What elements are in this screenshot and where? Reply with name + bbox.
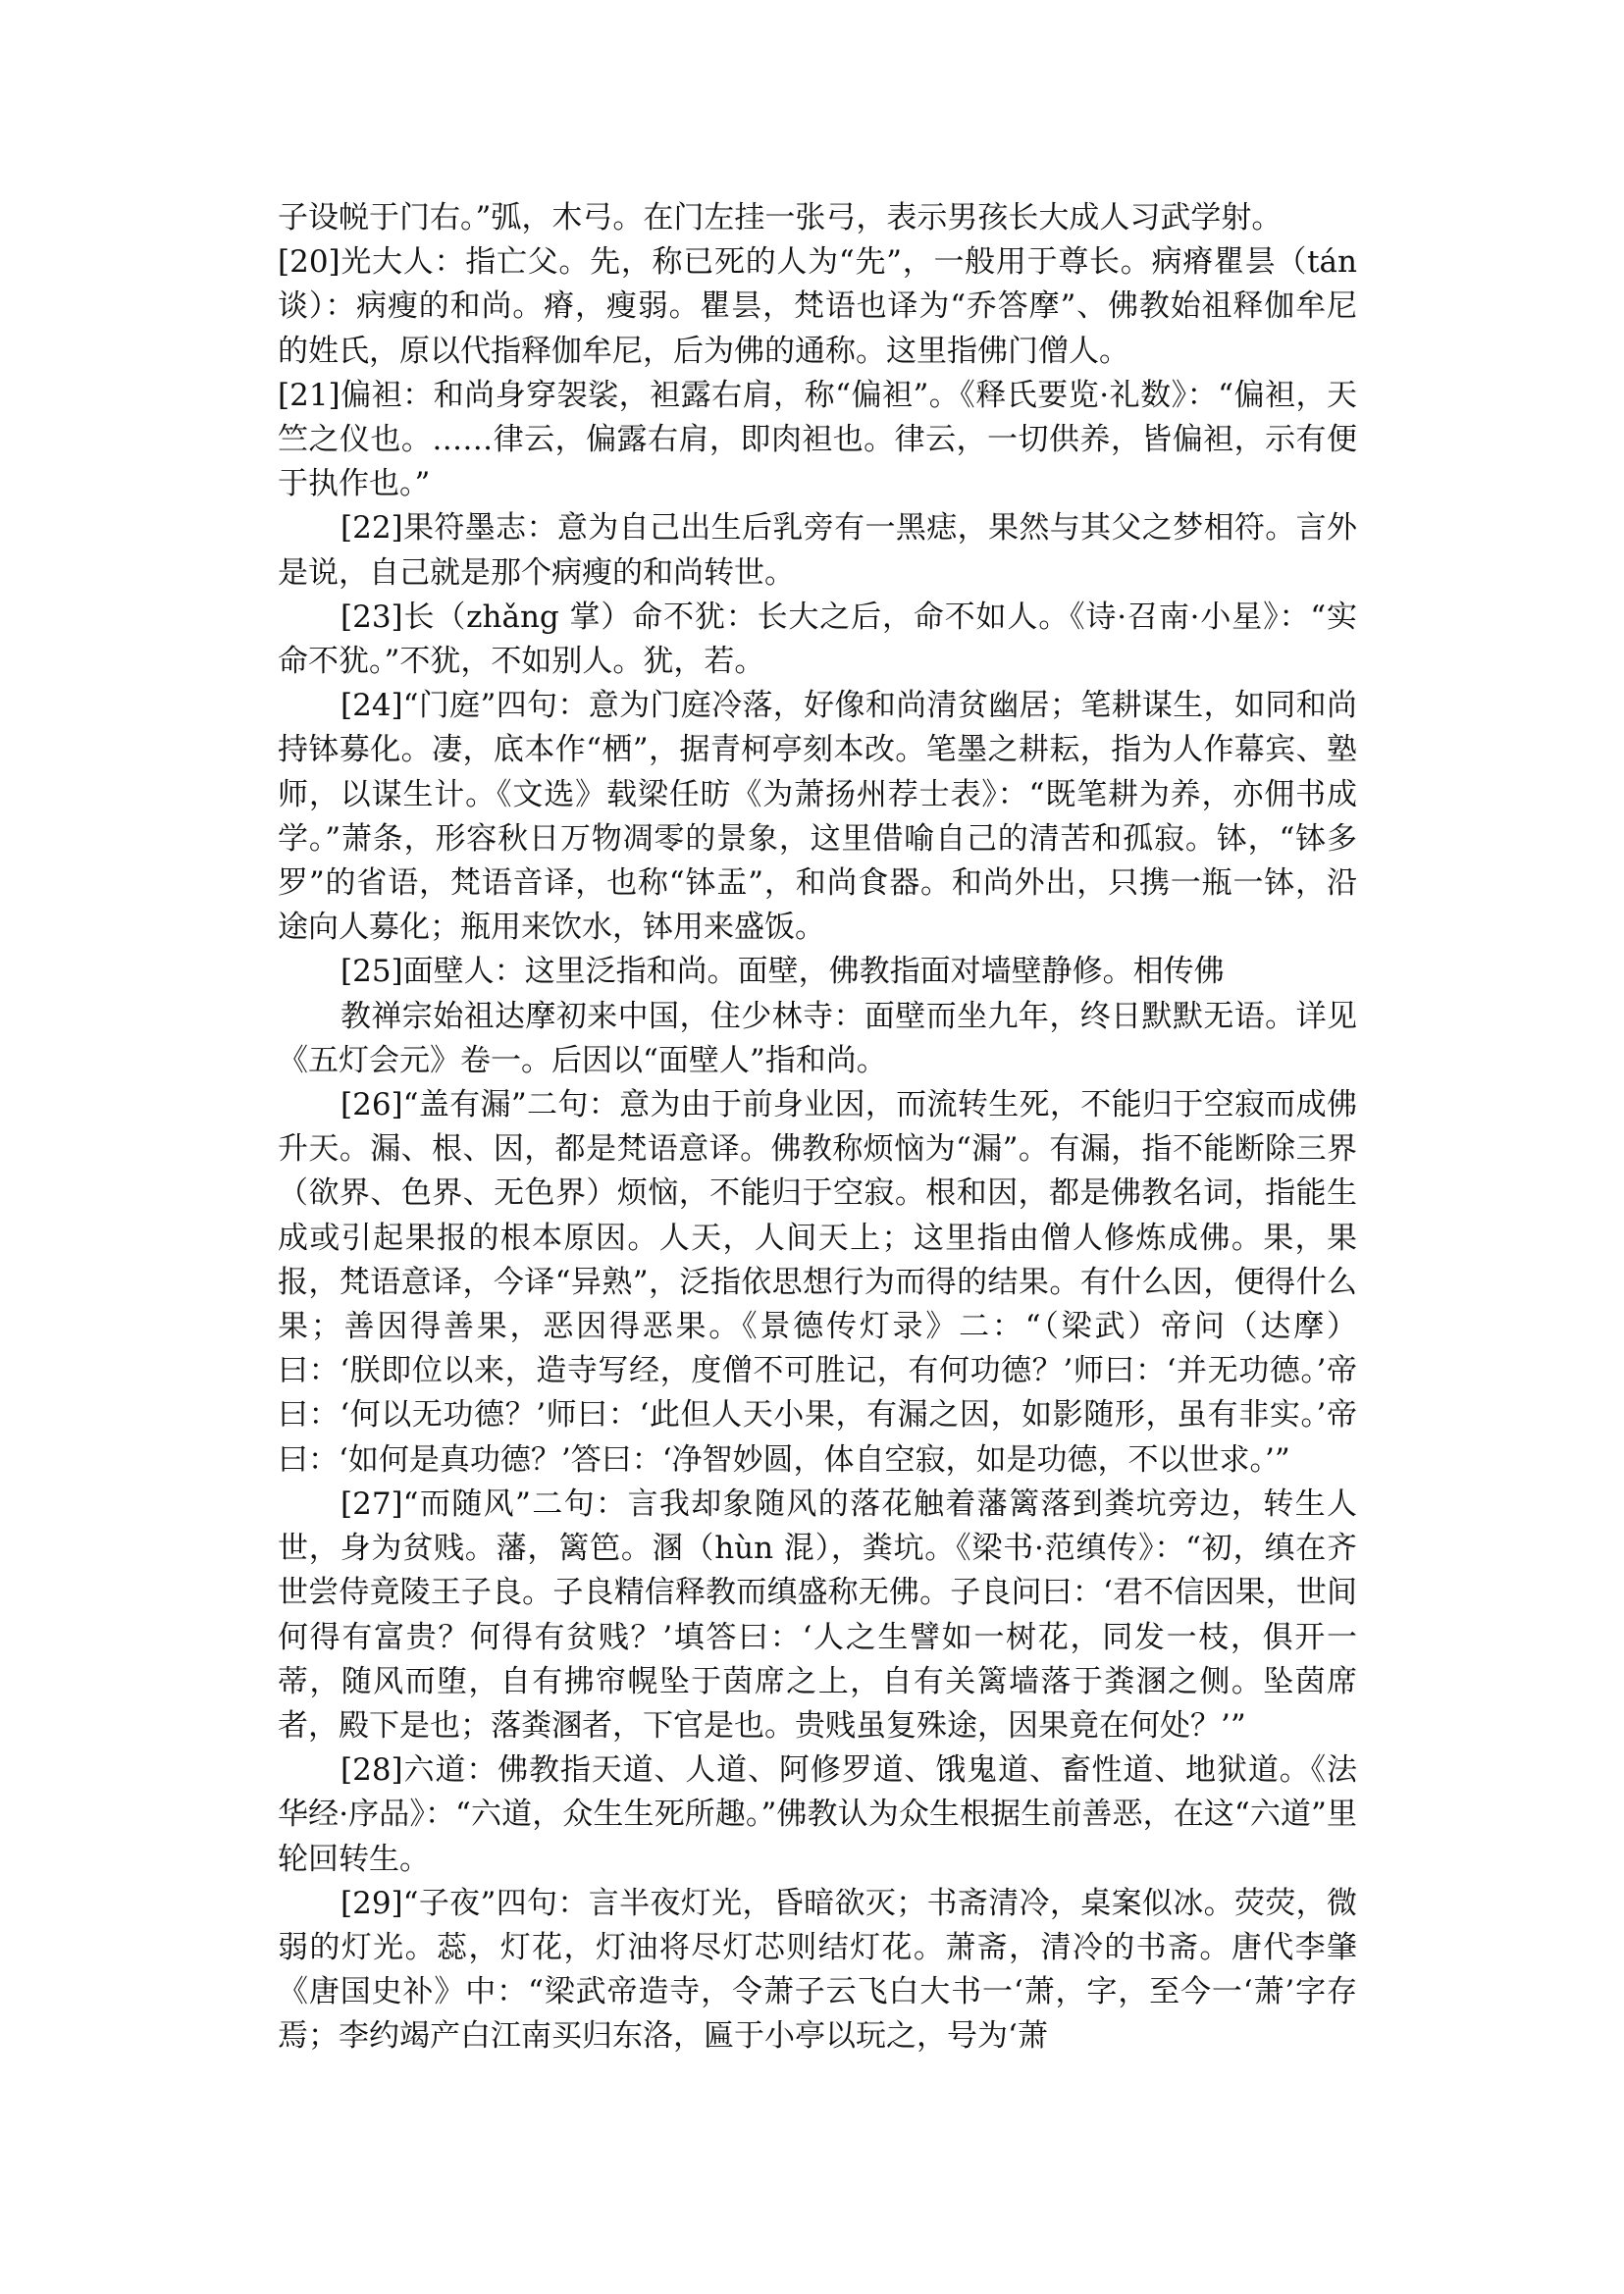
annotation-note-26: [26]“盖有漏”二句：意为由于前身业因，而流转生死，不能归于空寂而成佛升天。漏、根、因，都是梵语意译。佛教称烦恼为“漏”。有漏，指不能断除三界（欲界、色界、无色界）烦恼，不能归于空寂。根和因，都是佛教名词，指能生成或引起果报的根本原因。人天，人间天上；这里指由僧人修炼成佛。果，果报，梵语意译，今译“异熟”，泛指依思想行为而得的结果。有什么因，便得什么果；善因得善果，恶因得恶果。《景德传灯录》二：“（梁武）帝问（达摩）曰：‘朕即位以来，造寺写经，度僧不可胜记，有何功德？’师曰：‘并无功德。’帝曰：‘何以无功德？’师曰：‘此但人天小果，有漏之因，如影随形，虽有非实。’帝曰：‘如何是真功德？’答曰：‘净智妙圆，体自空寂，如是功德，不以世求。’” — [278, 1087, 1357, 1478]
annotation-note-25: [25]面壁人：这里泛指和尚。面壁，佛教指面对墙壁静修。相传佛 — [341, 954, 1225, 990]
annotation-note-24: [24]“门庭”四句：意为门庭冷落，好像和尚清贫幽居；笔耕谋生，如同和尚持钵募化。凄，底本作“栖”，据青柯亭刻本改。笔墨之耕耘，指为人作幕宾、塾师，以谋生计。《文选》载梁任昉《为萧扬州荐士表》：“既笔耕为养，亦佣书成学。”萧条，形容秋日万物凋零的景象，这里借喻自己的清苦和孤寂。钵，“钵多罗”的省语，梵语音译，也称“钵盂”，和尚食器。和尚外出，只携一瓶一钵，沿途向人募化；瓶用来饮水，钵用来盛饭。 — [278, 688, 1357, 946]
annotation-note-29: [29]“子夜”四句：言半夜灯光，昏暗欲灭；书斋清冷，桌案似冰。荧荧，微弱的灯光。蕊，灯花，灯油将尽灯芯则结灯花。萧斋，清冷的书斋。唐代李肇《唐国史补》中：“梁武帝造寺，令萧子云飞白大书一‘萧，字，至今一‘萧’字存焉；李约竭产白江南买归东洛，匾于小亭以玩之，号为‘萧 — [278, 1885, 1357, 2055]
annotation-note-20: [20]光大人：指亡父。先，称已死的人为“先”，一般用于尊长。病瘠瞿昙（tán 谈）：病瘦的和尚。瘠，瘦弱。瞿昙，梵语也译为“乔答摩”、佛教始祖释伽牟尼的姓氏，原以代指释伽牟尼，后为佛的通称。这里指佛门僧人。 — [278, 244, 1357, 369]
annotation-text-body — [278, 196, 1357, 2059]
annotation-note-22: [22]果符墨志：意为自己出生后乳旁有一黑痣，果然与其父之梦相符。言外是说，自己就是那个病瘦的和尚转世。 — [278, 510, 1357, 591]
annotation-note-27: [27]“而随风”二句：言我却象随风的落花触着藩篱落到粪坑旁边，转生人世，身为贫贱。藩，篱笆。溷（hùn 混），粪坑。《梁书·范缜传》：“初，缜在齐世尝侍竟陵王子良。子良精信释教而缜盛称无佛。子良问曰：‘君不信因果，世间何得有富贵？何得有贫贱？’填答曰：‘人之生譬如一树花，同发一枝，俱开一蒂，随风而堕，自有拂帘幌坠于茵席之上，自有关篱墙落于粪溷之侧。坠茵席者，殿下是也；落粪溷者，下官是也。贵贱虽复殊途，因果竟在何处？’” — [278, 1486, 1357, 1744]
annotation-note-21: [21]偏袒：和尚身穿袈裟，袒露右肩，称“偏袒”。《释氏要览·礼数》：“偏袒，天竺之仪也。……律云，偏露右肩，即肉袒也。律云，一切供养，皆偏袒，示有便于执作也。” — [278, 377, 1357, 502]
annotation-note-23: [23]长（zhǎng 掌）命不犹：长大之后，命不如人。《诗·召南·小星》：“实命不犹。”不犹，不如别人。犹，若。 — [278, 599, 1357, 680]
annotation-paragraph: 子设帨于门右。”弧，木弓。在门左挂一张弓，表示男孩长大成人习武学射。 — [278, 200, 1283, 235]
annotation-note-25-continued: 教禅宗始祖达摩初来中国，住少林寺：面壁而坐九年，终日默默无语。详见《五灯会元》卷一。后因以“面壁人”指和尚。 — [278, 998, 1357, 1078]
annotation-note-28: [28]六道：佛教指天道、人道、阿修罗道、饿鬼道、畜性道、地狱道。《法华经·序品》：“六道，众生生死所趣。”佛教认为众生根据生前善恶，在这“六道”里轮回转生。 — [278, 1752, 1357, 1877]
